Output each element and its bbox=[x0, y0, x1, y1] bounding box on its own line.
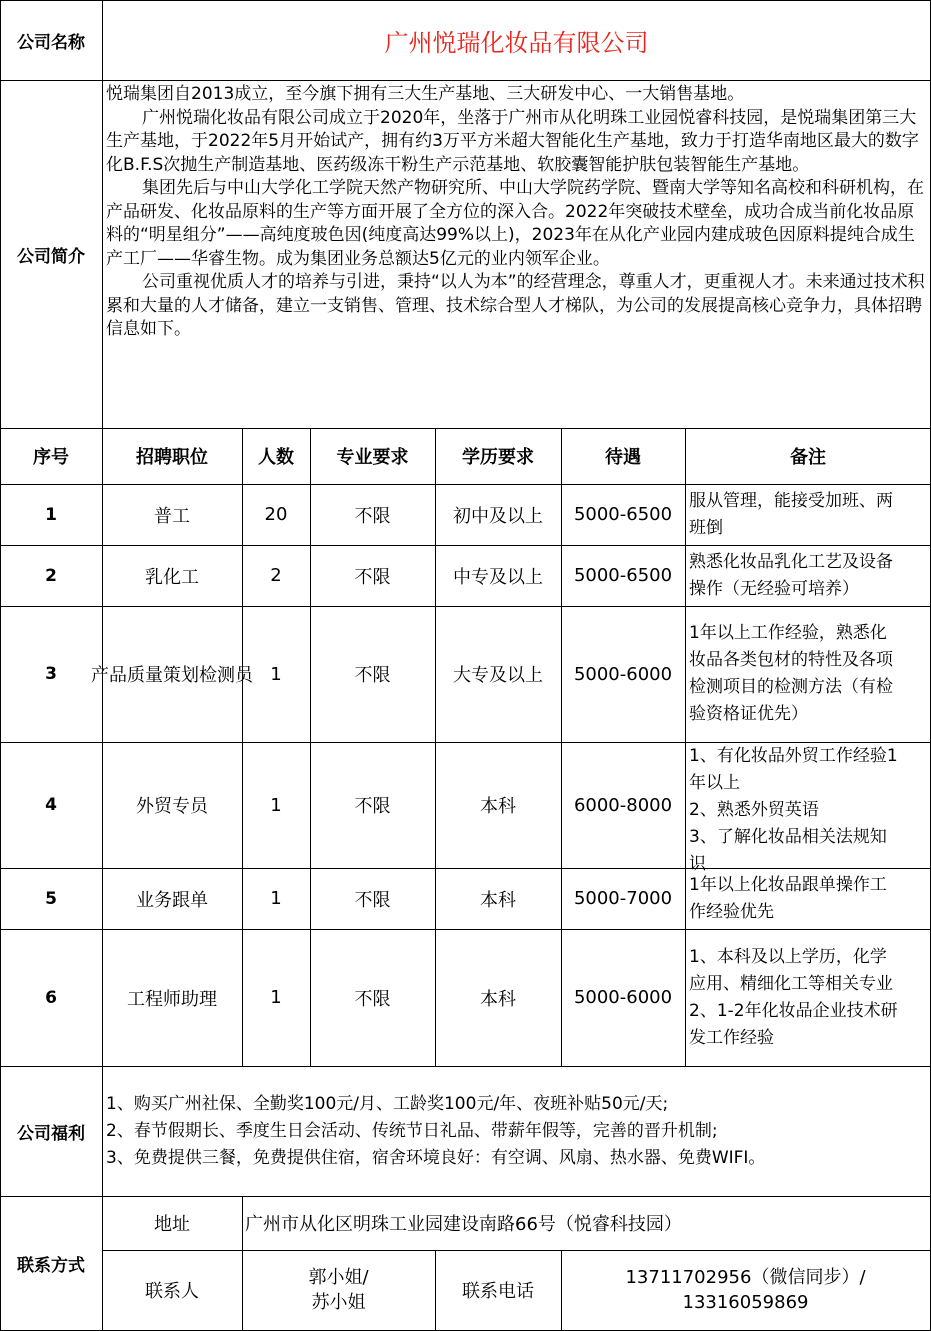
note-line: 验资格证优先） bbox=[689, 704, 808, 724]
phone-value bbox=[561, 1250, 930, 1330]
row-no: 2 bbox=[45, 565, 57, 586]
note-line: 2、1-2年化妆品企业技术研 bbox=[689, 1000, 898, 1021]
header-pay: 待遇 bbox=[605, 447, 641, 468]
header-position: 招聘职位 bbox=[136, 447, 208, 468]
row-no: 1 bbox=[45, 504, 57, 525]
benefit-item: 3、免费提供三餐，免费提供住宿，宿舍环境良好：有空调、风扇、热水器、免费WIFI。 bbox=[106, 1147, 766, 1168]
contact-person bbox=[242, 1250, 435, 1330]
row-no: 3 bbox=[45, 664, 57, 684]
header-note: 备注 bbox=[790, 447, 826, 468]
contact-person-label: 联系人 bbox=[145, 1281, 199, 1302]
note-line: 1、有化妆品外贸工作经验1 bbox=[689, 746, 898, 766]
row-pay: 6000-8000 bbox=[573, 794, 673, 816]
intro-paragraph: 集团先后与中山大学化工学院天然产物研究所、中山大学院药学院、暨南大学等知名高校和科研机构，在产品研发、化妆品原料的生产等方面开展了全方位的深入合。2022年突破技术壁垒，成功合成当前化妆品原料的“明星组分”——高纯度玻色因(纯度高达99%以上)，2023年在从化产业园内建成玻色因原料提纯合成生产工厂——华睿生物。成为集团业务总额达5亿元的业内领军企业。 bbox=[106, 178, 924, 269]
row-count: 1 bbox=[270, 888, 282, 909]
header-major: 专业要求 bbox=[336, 447, 409, 468]
row-no: 5 bbox=[45, 888, 57, 909]
benefit-item: 2、春节假期长、季度生日会活动、传统节日礼品、带薪年假等，完善的晋升机制; bbox=[106, 1120, 718, 1141]
phone-line: 13316059869 bbox=[682, 1292, 809, 1313]
row-count: 20 bbox=[264, 504, 288, 525]
note-line: 1年以上化妆品跟单操作工 bbox=[689, 874, 887, 895]
row-major: 不限 bbox=[354, 889, 391, 911]
row-major: 不限 bbox=[354, 665, 391, 686]
note-line: 作经验优先 bbox=[689, 901, 774, 922]
row-pay: 5000-7000 bbox=[573, 888, 673, 909]
row-position: 工程师助理 bbox=[127, 988, 217, 1010]
row-education: 本科 bbox=[480, 796, 516, 817]
row-pay: 5000-6000 bbox=[573, 987, 673, 1008]
note-line: 班倒 bbox=[689, 517, 723, 538]
row-count: 1 bbox=[270, 663, 282, 685]
row-education: 大专及以上 bbox=[453, 665, 543, 686]
row-education: 本科 bbox=[480, 889, 516, 911]
phone-line: 13711702956（微信同步）/ bbox=[625, 1267, 866, 1288]
row-count: 1 bbox=[270, 987, 282, 1008]
row-note bbox=[685, 606, 930, 742]
row-pay: 5000-6500 bbox=[573, 504, 673, 525]
note-line: 2、熟悉外贸英语 bbox=[689, 800, 819, 820]
address-value: 广州市从化区明珠工业园建设南路66号（悦睿科技园） bbox=[245, 1214, 682, 1235]
row-major: 不限 bbox=[354, 566, 391, 588]
intro-paragraph: 悦瑞集团自2013成立，至今旗下拥有三大生产基地、三大研发中心、一大销售基地。 bbox=[106, 84, 745, 104]
row-position: 普工 bbox=[154, 505, 190, 527]
row-no: 4 bbox=[45, 795, 57, 815]
note-line: 服从管理，能接受加班、两 bbox=[689, 490, 893, 511]
note-line: 1、本科及以上学历，化学 bbox=[689, 946, 887, 967]
phone-label: 联系电话 bbox=[462, 1281, 534, 1302]
company-intro bbox=[102, 81, 930, 428]
header-education: 学历要求 bbox=[462, 447, 534, 468]
row-education: 初中及以上 bbox=[453, 505, 543, 527]
note-line: 3、了解化妆品相关法规知 bbox=[689, 827, 887, 847]
row-count: 2 bbox=[270, 565, 282, 586]
company-name: 广州悦瑞化妆品有限公司 bbox=[384, 28, 649, 57]
address-label: 地址 bbox=[154, 1214, 190, 1235]
benefit-item: 1、购买广州社保、全勤奖100元/月、工龄奖100元/年、夜班补贴50元/天; bbox=[106, 1093, 669, 1114]
header-count: 人数 bbox=[258, 447, 294, 468]
row-education: 中专及以上 bbox=[453, 566, 543, 588]
note-line: 年以上 bbox=[689, 773, 740, 793]
benefits-label: 公司福利 bbox=[17, 1123, 85, 1144]
note-line: 操作（无经验可培养） bbox=[689, 578, 859, 599]
note-line: 1年以上工作经验，熟悉化 bbox=[689, 623, 887, 643]
row-note bbox=[685, 868, 930, 929]
row-note bbox=[685, 545, 930, 606]
contact-person-line: 苏小姐 bbox=[311, 1292, 366, 1313]
row-position: 产品质量策划检测员 bbox=[91, 665, 253, 686]
note-line: 识 bbox=[689, 854, 706, 874]
company-intro-label: 公司简介 bbox=[17, 246, 85, 267]
row-count: 1 bbox=[270, 794, 282, 816]
row-education: 本科 bbox=[480, 988, 516, 1010]
note-line: 发工作经验 bbox=[689, 1027, 774, 1048]
row-position: 业务跟单 bbox=[136, 889, 208, 911]
row-major: 不限 bbox=[354, 988, 391, 1010]
note-line: 妆品各类包材的特性及各项 bbox=[689, 650, 893, 670]
note-line: 应用、精细化工等相关专业 bbox=[689, 973, 893, 994]
note-line: 熟悉化妆品乳化工艺及设备 bbox=[689, 551, 893, 572]
row-note bbox=[685, 743, 930, 874]
row-pay: 5000-6500 bbox=[573, 565, 673, 586]
row-position: 外贸专员 bbox=[136, 796, 208, 817]
contact-person-line: 郭小姐/ bbox=[308, 1267, 369, 1288]
row-note bbox=[685, 484, 930, 545]
intro-paragraph: 广州悦瑞化妆品有限公司成立于2020年，坐落于广州市从化明珠工业园悦睿科技园，是悦瑞集团第三大生产基地，于2022年5月开始试产，拥有约3万平方米超大智能化生产基地，致力于打造华南地区最大的数字化B.F.S次抛生产制造基地、医药级冻干粉生产示范基地、软胶囊智能护肤包装智能生产基地。 bbox=[106, 107, 919, 175]
benefits-list bbox=[102, 1066, 930, 1196]
row-no: 6 bbox=[45, 987, 57, 1008]
company-name-label: 公司名称 bbox=[17, 32, 85, 53]
row-pay: 5000-6000 bbox=[573, 663, 673, 685]
contact-label: 联系方式 bbox=[17, 1255, 85, 1276]
note-line: 检测项目的检测方法（有检 bbox=[689, 677, 893, 697]
intro-paragraph: 公司重视优质人才的培养与引进，秉持“以人为本”的经营理念，尊重人才，更重视人才。未来通过技术积累和大量的人才储备，建立一支销售、管理、技术综合型人才梯队，为公司的发展提高核心竞争力，具体招聘信息如下。 bbox=[106, 272, 925, 339]
row-position: 乳化工 bbox=[145, 566, 199, 588]
row-note bbox=[685, 929, 930, 1066]
header-no: 序号 bbox=[33, 447, 69, 468]
row-major: 不限 bbox=[354, 796, 391, 817]
row-major: 不限 bbox=[354, 505, 391, 527]
